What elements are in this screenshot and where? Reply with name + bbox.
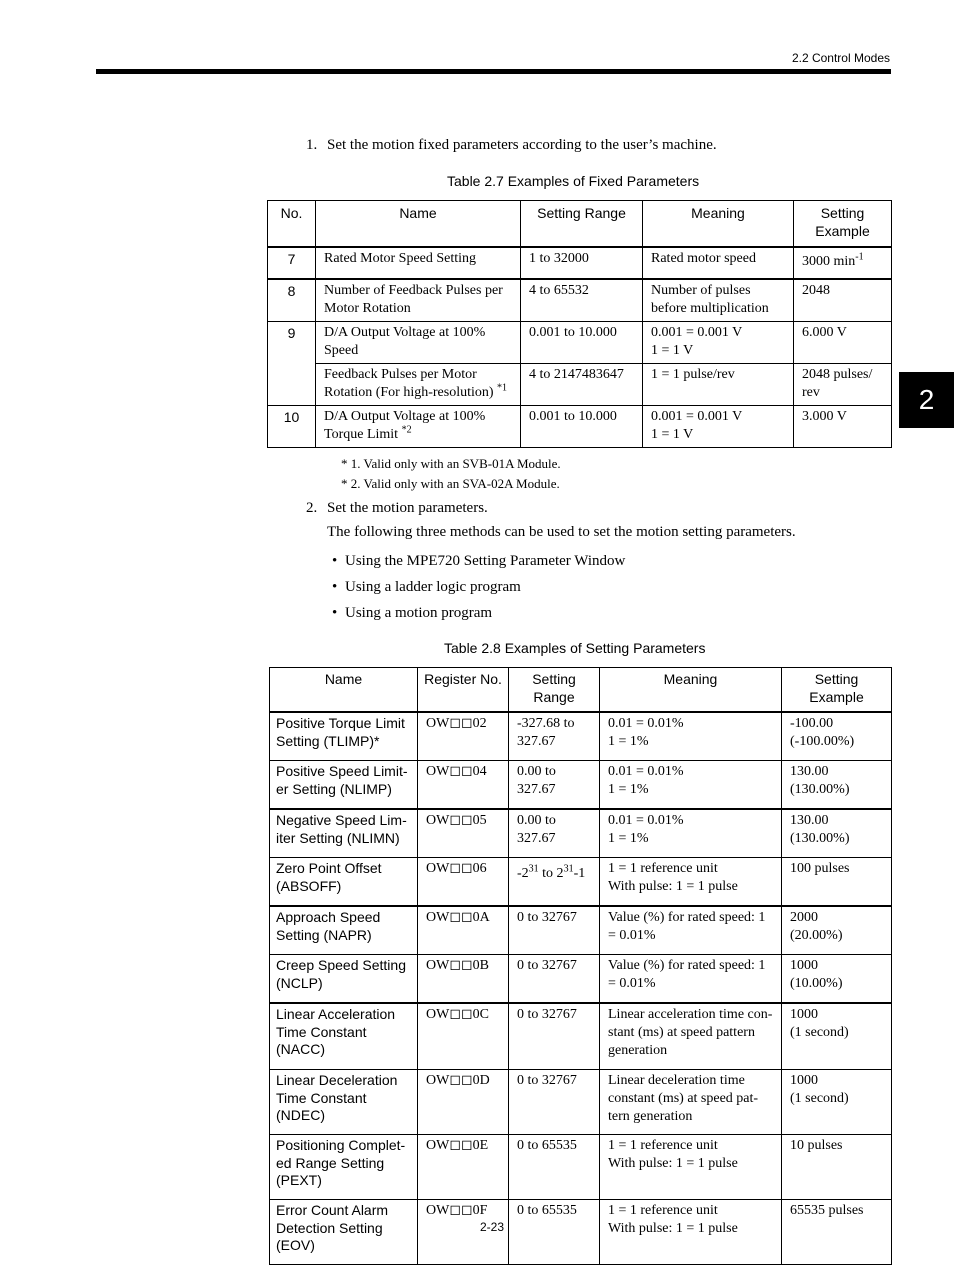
- cell-meaning: 0.001 = 0.001 V 1 = 1 V: [643, 406, 794, 448]
- bullet-item: • Using a motion program: [332, 605, 493, 621]
- table-caption: Table 2.7 Examples of Fixed Parameters: [447, 173, 700, 189]
- table-row: [270, 906, 892, 955]
- cell-name: Positioning Complet- ed Range Setting (PEXT): [270, 1135, 418, 1200]
- cell-range: 0.00 to 327.67: [509, 809, 600, 858]
- cell-meaning: 0.01 = 0.01% 1 = 1%: [600, 809, 782, 858]
- column-header: Setting Example: [794, 201, 892, 248]
- cell-example: 65535 pulses: [782, 1200, 892, 1265]
- chapter-tab: 2: [899, 372, 954, 428]
- table-row: [268, 247, 892, 279]
- table-row: [270, 1200, 892, 1265]
- cell-meaning: Linear deceleration time constant (ms) at speed pat- tern generation: [600, 1070, 782, 1135]
- table-row: [270, 1135, 892, 1200]
- cell-no: 7: [268, 247, 316, 279]
- bullet-item: • Using a ladder logic program: [332, 579, 521, 595]
- cell-range: -327.68 to 327.67: [509, 712, 600, 761]
- cell-meaning: 1 = 1 pulse/rev: [643, 364, 794, 406]
- column-header: Register No.: [418, 668, 509, 713]
- cell-meaning: Number of pulses before multiplication: [643, 279, 794, 322]
- cell-register: OW◻◻0A: [418, 906, 509, 955]
- fixed-parameters-table: [267, 200, 892, 448]
- header-rule: [96, 69, 891, 74]
- step-1: [306, 137, 717, 154]
- cell-meaning: Rated motor speed: [643, 247, 794, 279]
- footnote: * 2. Valid only with an SVA-02A Module.: [341, 476, 560, 491]
- step-2: [306, 500, 488, 517]
- cell-range: 0 to 32767: [509, 1070, 600, 1135]
- cell-register: OW◻◻0C: [418, 1003, 509, 1070]
- cell-example: 1000 (10.00%): [782, 955, 892, 1004]
- table-row: [270, 955, 892, 1004]
- cell-example: 1000 (1 second): [782, 1003, 892, 1070]
- cell-range: 0 to 65535: [509, 1200, 600, 1265]
- cell-example: 10 pulses: [782, 1135, 892, 1200]
- table-caption: Table 2.8 Examples of Setting Parameters: [444, 640, 706, 656]
- step-2-intro: The following three methods can be used to set the motion setting parameters.: [327, 524, 796, 540]
- step-number: 1.: [306, 137, 318, 153]
- cell-register: OW◻◻0D: [418, 1070, 509, 1135]
- step-text: Set the motion parameters.: [327, 500, 488, 516]
- cell-register: OW◻◻0E: [418, 1135, 509, 1200]
- column-header: Setting Range: [521, 201, 643, 248]
- cell-example: 3000 $\min^{-1}$: [794, 247, 892, 279]
- cell-meaning: 0.01 = 0.01% 1 = 1%: [600, 712, 782, 761]
- footnote: * 1. Valid only with an SVB-01A Module.: [341, 456, 561, 471]
- cell-name: Error Count Alarm Detection Setting (EOV): [270, 1200, 418, 1265]
- table-row: [268, 364, 892, 406]
- section-header: 2.2 Control Modes: [791, 51, 890, 65]
- step-number: 2.: [306, 500, 318, 516]
- cell-example: 2048: [794, 279, 892, 322]
- cell-register: OW◻◻02: [418, 712, 509, 761]
- cell-range: 0 to 32767: [509, 1003, 600, 1070]
- column-header: Name: [270, 668, 418, 713]
- column-header: Meaning: [600, 668, 782, 713]
- cell-name: Linear Deceleration Time Constant (NDEC): [270, 1070, 418, 1135]
- cell-example: 2000 (20.00%): [782, 906, 892, 955]
- column-header: Name: [316, 201, 521, 248]
- cell-name: Rated Motor Speed Setting: [316, 247, 521, 279]
- cell-meaning: 0.01 = 0.01% 1 = 1%: [600, 761, 782, 810]
- cell-meaning: Value (%) for rated speed: 1 = 0.01%: [600, 955, 782, 1004]
- cell-range: 0.001 to 10.000: [521, 322, 643, 364]
- cell-name: Feedback Pulses per Motor Rotation (For high-resolution) $^{*1}$: [316, 364, 521, 406]
- cell-name: Positive Torque Limit Setting (TLIMP)*: [270, 712, 418, 761]
- bullet-item: • Using the MPE720 Setting Parameter Window: [332, 553, 626, 569]
- cell-example: -100.00 (-100.00%): [782, 712, 892, 761]
- cell-meaning: 1 = 1 reference unit With pulse: 1 = 1 pulse: [600, 1200, 782, 1265]
- cell-name: Positive Speed Limit- er Setting (NLIMP): [270, 761, 418, 810]
- cell-meaning: 0.001 = 0.001 V 1 = 1 V: [643, 322, 794, 364]
- table-row: [268, 279, 892, 322]
- cell-name: D/A Output Voltage at 100% Torque Limit $^{*2}$: [316, 406, 521, 448]
- table-row: [268, 406, 892, 448]
- cell-register: OW◻◻06: [418, 858, 509, 907]
- cell-meaning: Value (%) for rated speed: 1 = 0.01%: [600, 906, 782, 955]
- column-header: Setting Example: [782, 668, 892, 713]
- cell-example: 6.000 V: [794, 322, 892, 364]
- cell-no: 8: [268, 279, 316, 322]
- cell-example: 130.00 (130.00%): [782, 809, 892, 858]
- table-row: [268, 322, 892, 364]
- cell-name: Negative Speed Lim- iter Setting (NLIMN): [270, 809, 418, 858]
- cell-name: D/A Output Voltage at 100% Speed: [316, 322, 521, 364]
- column-header: Meaning: [643, 201, 794, 248]
- cell-name: Approach Speed Setting (NAPR): [270, 906, 418, 955]
- cell-range: 0 to 65535: [509, 1135, 600, 1200]
- step-text: Set the motion fixed parameters according to the user’s machine.: [327, 137, 717, 153]
- cell-no: 9: [268, 322, 316, 364]
- cell-no: 10: [268, 406, 316, 448]
- cell-no: [268, 364, 316, 406]
- table-row: [270, 858, 892, 907]
- column-header: No.: [268, 201, 316, 248]
- cell-range: $-2^{31}$ to $2^{31}-1$: [509, 858, 600, 907]
- table-row: [270, 809, 892, 858]
- table-row: [270, 712, 892, 761]
- table-row: [270, 1070, 892, 1135]
- cell-range: 0 to 32767: [509, 955, 600, 1004]
- cell-range: 0 to 32767: [509, 906, 600, 955]
- cell-example: 100 pulses: [782, 858, 892, 907]
- table-header-row: [270, 668, 892, 713]
- cell-example: 3.000 V: [794, 406, 892, 448]
- cell-range: 4 to 2147483647: [521, 364, 643, 406]
- cell-name: Creep Speed Setting (NCLP): [270, 955, 418, 1004]
- cell-register: OW◻◻0F: [418, 1200, 509, 1265]
- setting-parameters-table: [269, 667, 892, 1265]
- cell-range: 4 to 65532: [521, 279, 643, 322]
- cell-name: Number of Feedback Pulses per Motor Rotation: [316, 279, 521, 322]
- cell-range: 1 to 32000: [521, 247, 643, 279]
- cell-meaning: Linear acceleration time con- stant (ms) at speed pattern generation: [600, 1003, 782, 1070]
- cell-example: 1000 (1 second): [782, 1070, 892, 1135]
- column-header: Setting Range: [509, 668, 600, 713]
- cell-meaning: 1 = 1 reference unit With pulse: 1 = 1 pulse: [600, 858, 782, 907]
- cell-meaning: 1 = 1 reference unit With pulse: 1 = 1 pulse: [600, 1135, 782, 1200]
- cell-register: OW◻◻0B: [418, 955, 509, 1004]
- cell-range: 0.00 to 327.67: [509, 761, 600, 810]
- page-number: 2-23: [480, 1220, 505, 1234]
- table-header-row: [268, 201, 892, 248]
- table-row: [270, 1003, 892, 1070]
- cell-register: OW◻◻05: [418, 809, 509, 858]
- cell-example: 2048 pulses/ rev: [794, 364, 892, 406]
- cell-example: 130.00 (130.00%): [782, 761, 892, 810]
- cell-name: Zero Point Offset (ABSOFF): [270, 858, 418, 907]
- cell-register: OW◻◻04: [418, 761, 509, 810]
- cell-name: Linear Acceleration Time Constant (NACC): [270, 1003, 418, 1070]
- cell-range: 0.001 to 10.000: [521, 406, 643, 448]
- table-row: [270, 761, 892, 810]
